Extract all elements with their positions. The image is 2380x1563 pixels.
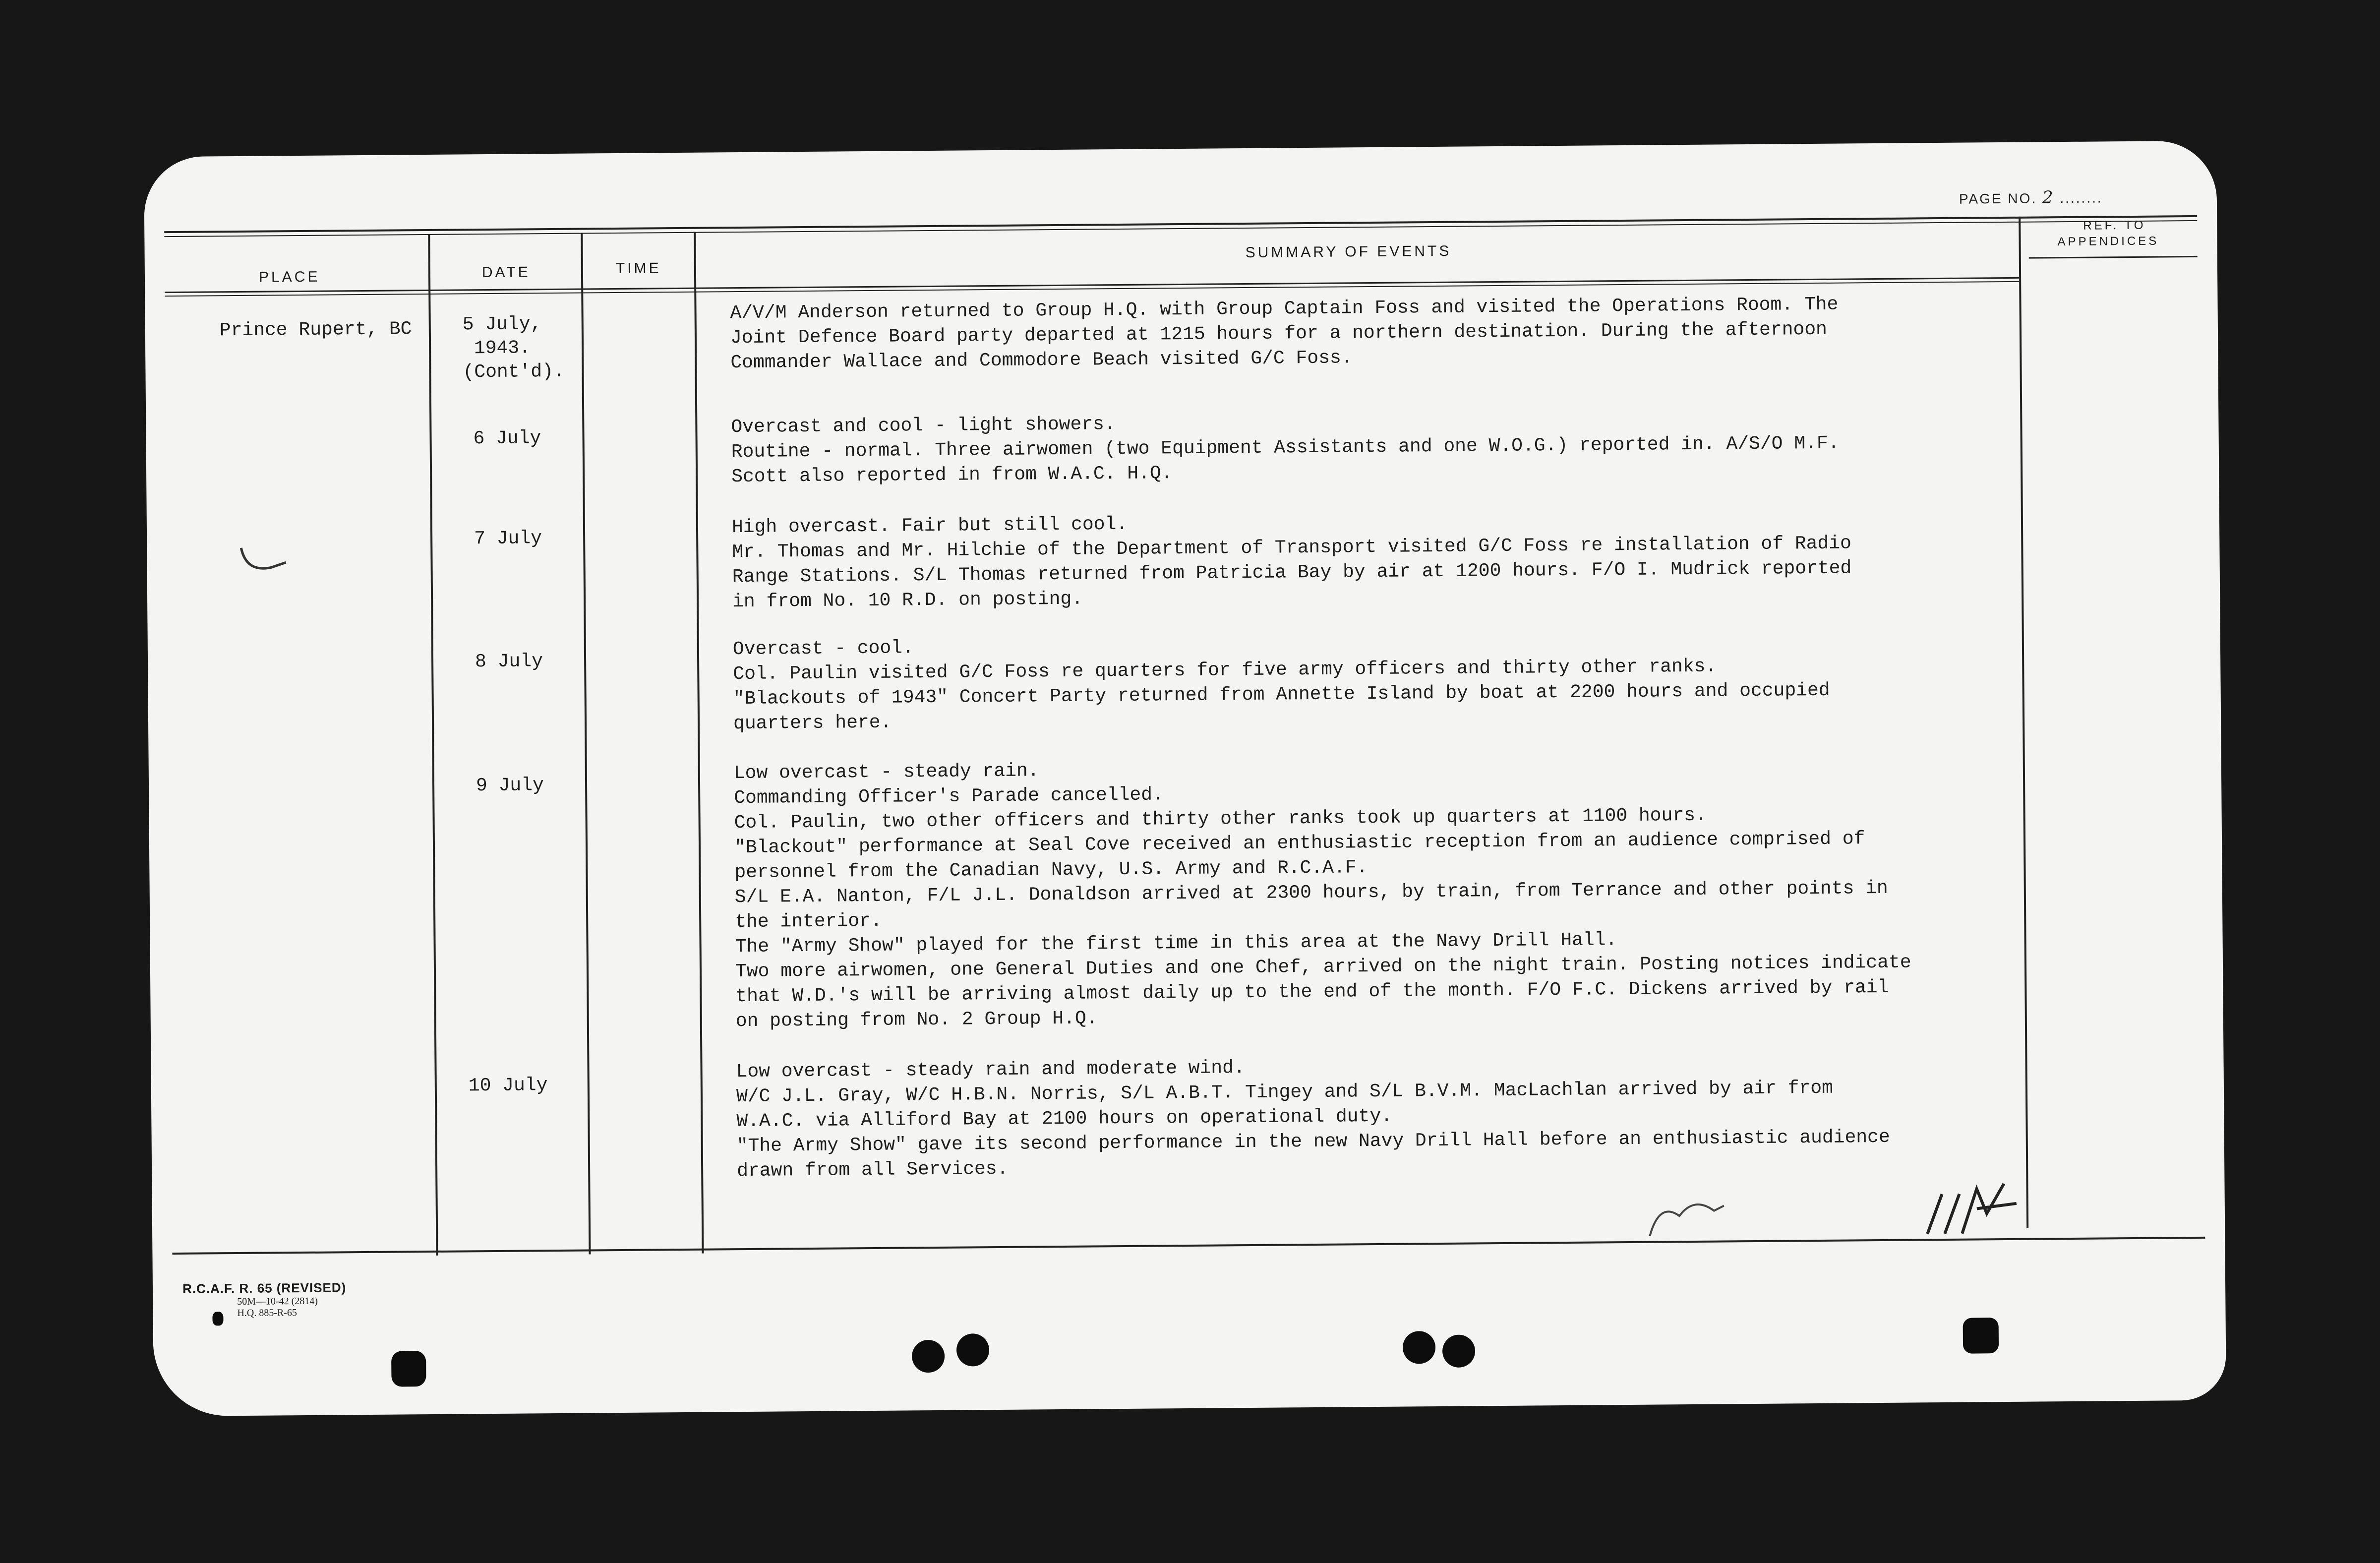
- summary-line: the interior.: [735, 910, 882, 933]
- summary-line: Col. Paulin, two other officers and thirty other ranks took up quarters at 1100 hours.: [734, 804, 1707, 834]
- summary-line: "The Army Show" gave its second performance in the new Navy Drill Hall before an enthusiastic audience: [736, 1126, 1890, 1157]
- summary-line: S/L E.A. Nanton, F/L J.L. Donaldson arrived at 2300 hours, by train, from Terrance and other points in: [734, 877, 1888, 908]
- summary-line: High overcast. Fair but still cool.: [731, 513, 1128, 539]
- date-cell: 9 July: [476, 775, 544, 797]
- summary-line: "Blackouts of 1943" Concert Party returned from Annette Island by boat at 2200 hours and occupied: [733, 679, 1830, 710]
- date-cell: 7 July: [474, 528, 542, 550]
- summary-line: in from No. 10 R.D. on posting.: [732, 588, 1083, 613]
- header-date: DATE: [481, 264, 531, 281]
- summary-entry: [733, 627, 2082, 736]
- column-divider-place: [428, 234, 438, 1256]
- summary-line: quarters here.: [733, 712, 892, 735]
- punch-hole: [956, 1333, 990, 1367]
- date-cell: 5 July, 1943. (Cont'd).: [462, 313, 565, 383]
- ref-header-rule: [2029, 256, 2198, 259]
- column-divider-time: [694, 232, 704, 1254]
- diary-sheet: [144, 141, 2226, 1417]
- footer-rule: [172, 1237, 2205, 1255]
- summary-line: Overcast - cool.: [732, 637, 914, 661]
- page-number-value: 2: [2042, 187, 2055, 208]
- page-label-text: PAGE NO.: [1959, 190, 2037, 207]
- summary-line: on posting from No. 2 Group H.Q.: [735, 1008, 1098, 1032]
- summary-line: drawn from all Services.: [737, 1158, 1009, 1182]
- summary-line: W/C J.L. Gray, W/C H.B.N. Norris, S/L A.B.T. Tingey and S/L B.V.M. MacLachlan arrived by air from: [736, 1077, 1834, 1108]
- summary-line: Commanding Officer's Parade cancelled.: [734, 784, 1164, 809]
- summary-line: "Blackout" performance at Seal Cove received an enthusiastic reception from an audience comprised of: [734, 828, 1865, 859]
- summary-line: that W.D.'s will be arriving almost daily up to the end of the month. F/O F.C. Dickens arrived by rail: [735, 976, 1889, 1008]
- summary-entry: [730, 291, 2079, 375]
- date-cell: 10 July: [468, 1075, 548, 1097]
- summary-line: Joint Defence Board party departed at 1215 hours for a northern destination. During the afternoon: [730, 318, 1828, 349]
- handwritten-signature: [1917, 1174, 2036, 1239]
- summary-line: Low overcast - steady rain and moderate wind.: [736, 1057, 1245, 1083]
- punch-hole: [391, 1351, 426, 1387]
- summary-line: Two more airwomen, one General Duties and one Chef, arrived on the night train. Posting notices indicate: [735, 952, 1911, 983]
- summary-line: Low overcast - steady rain.: [733, 760, 1039, 784]
- punch-hole: [1442, 1334, 1476, 1368]
- header-time: TIME: [615, 260, 661, 277]
- summary-line: A/V/M Anderson returned to Group H.Q. with Group Captain Foss and visited the Operations Room. The: [730, 294, 1839, 324]
- summary-line: W.A.C. via Alliford Bay at 2100 hours on operational duty.: [736, 1105, 1393, 1133]
- header-top-rule: [164, 215, 2197, 233]
- summary-line: Range Stations. S/L Thomas returned from Patricia Bay by air at 1200 hours. F/O I. Mudrick reported: [732, 557, 1852, 588]
- header-appendices: APPENDICES: [2057, 234, 2159, 249]
- header-bottom-rule: [165, 277, 2019, 293]
- date-cell: 8 July: [475, 651, 543, 673]
- page-number-label: [1959, 187, 2103, 208]
- summary-line: Scott also reported in from W.A.C. H.Q.: [731, 463, 1173, 488]
- summary-line: Routine - normal. Three airwomen (two Equipment Assistants and one W.O.G.) reported in. A/S/O M.F.: [731, 432, 1840, 463]
- summary-line: Mr. Thomas and Mr. Hilchie of the Department of Transport visited G/C Foss re installation of Radio: [732, 533, 1852, 563]
- summary-line: The "Army Show" played for the first time in this area at the Navy Drill Hall.: [735, 929, 1617, 958]
- punch-hole: [912, 1340, 945, 1373]
- summary-line: Col. Paulin visited G/C Foss re quarters for five army officers and thirty other ranks.: [733, 656, 1717, 685]
- summary-entry: [732, 505, 2081, 614]
- column-divider-date: [581, 233, 591, 1255]
- summary-line: Commander Wallace and Commodore Beach visited G/C Foss.: [730, 347, 1353, 374]
- form-identifier: [182, 1280, 347, 1320]
- date-cell: 6 July: [473, 427, 541, 450]
- punch-hole: [1403, 1331, 1436, 1364]
- form-print-code: 50M—10-42 (2814): [237, 1295, 318, 1308]
- summary-entry: [734, 751, 2084, 1034]
- handwritten-initials: [1639, 1185, 1788, 1246]
- summary-entry: [736, 1049, 2085, 1184]
- summary-line: Overcast and cool - light showers.: [731, 414, 1116, 438]
- handwritten-tick-mark: [236, 542, 296, 578]
- summary-entry: [731, 405, 2080, 489]
- header-summary: SUMMARY OF EVENTS: [1245, 242, 1452, 261]
- form-number: R.C.A.F. R. 65 (REVISED): [182, 1280, 347, 1296]
- punch-hole: [1963, 1318, 1999, 1354]
- summary-line: personnel from the Canadian Navy, U.S. Army and R.C.A.F.: [734, 857, 1368, 884]
- header-ref-to: REF. TO: [2083, 218, 2146, 233]
- page-dots: ........: [2060, 190, 2103, 206]
- header-place: PLACE: [258, 268, 320, 286]
- place-cell: Prince Rupert, BC: [219, 318, 412, 342]
- form-hq-ref: H.Q. 885-R-65: [237, 1307, 298, 1319]
- punch-hole: [212, 1312, 223, 1325]
